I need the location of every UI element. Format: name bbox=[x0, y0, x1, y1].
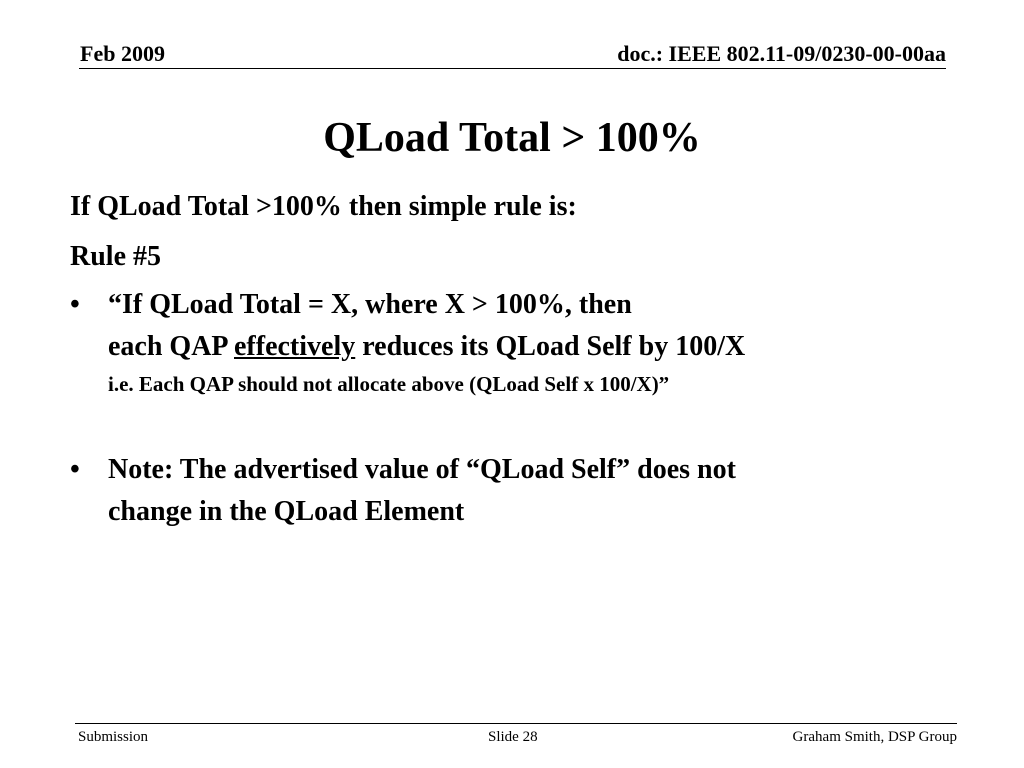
bullet-subline: i.e. Each QAP should not allocate above (QLoad Self x 100/X)” bbox=[108, 372, 670, 396]
slide-title: QLoad Total > 100% bbox=[323, 115, 701, 161]
bullet-line: Note: The advertised value of “QLoad Self” does not bbox=[108, 454, 736, 485]
rule-label: Rule #5 bbox=[70, 241, 161, 272]
header-doc-id: doc.: IEEE 802.11-09/0230-00-00aa bbox=[617, 41, 946, 66]
bullet-text: reduces its QLoad Self by 100/X bbox=[355, 331, 746, 362]
footer-author: Graham Smith, DSP Group bbox=[792, 729, 957, 745]
footer-submission: Submission bbox=[78, 729, 149, 745]
emphasis-text: effectively bbox=[234, 331, 356, 362]
bullet-marker: • bbox=[70, 289, 80, 320]
bullet-text: each QAP bbox=[108, 331, 234, 362]
bullet-line: change in the QLoad Element bbox=[108, 496, 465, 527]
footer-divider bbox=[75, 723, 957, 724]
bullet-line bbox=[108, 329, 745, 365]
intro-text: If QLoad Total >100% then simple rule is: bbox=[70, 191, 577, 222]
bullet-line: “If QLoad Total = X, where X > 100%, then bbox=[108, 289, 632, 320]
header-divider bbox=[79, 68, 946, 69]
header-date: Feb 2009 bbox=[80, 41, 165, 66]
footer-slide-number: Slide 28 bbox=[488, 729, 538, 745]
bullet-marker: • bbox=[70, 454, 80, 485]
